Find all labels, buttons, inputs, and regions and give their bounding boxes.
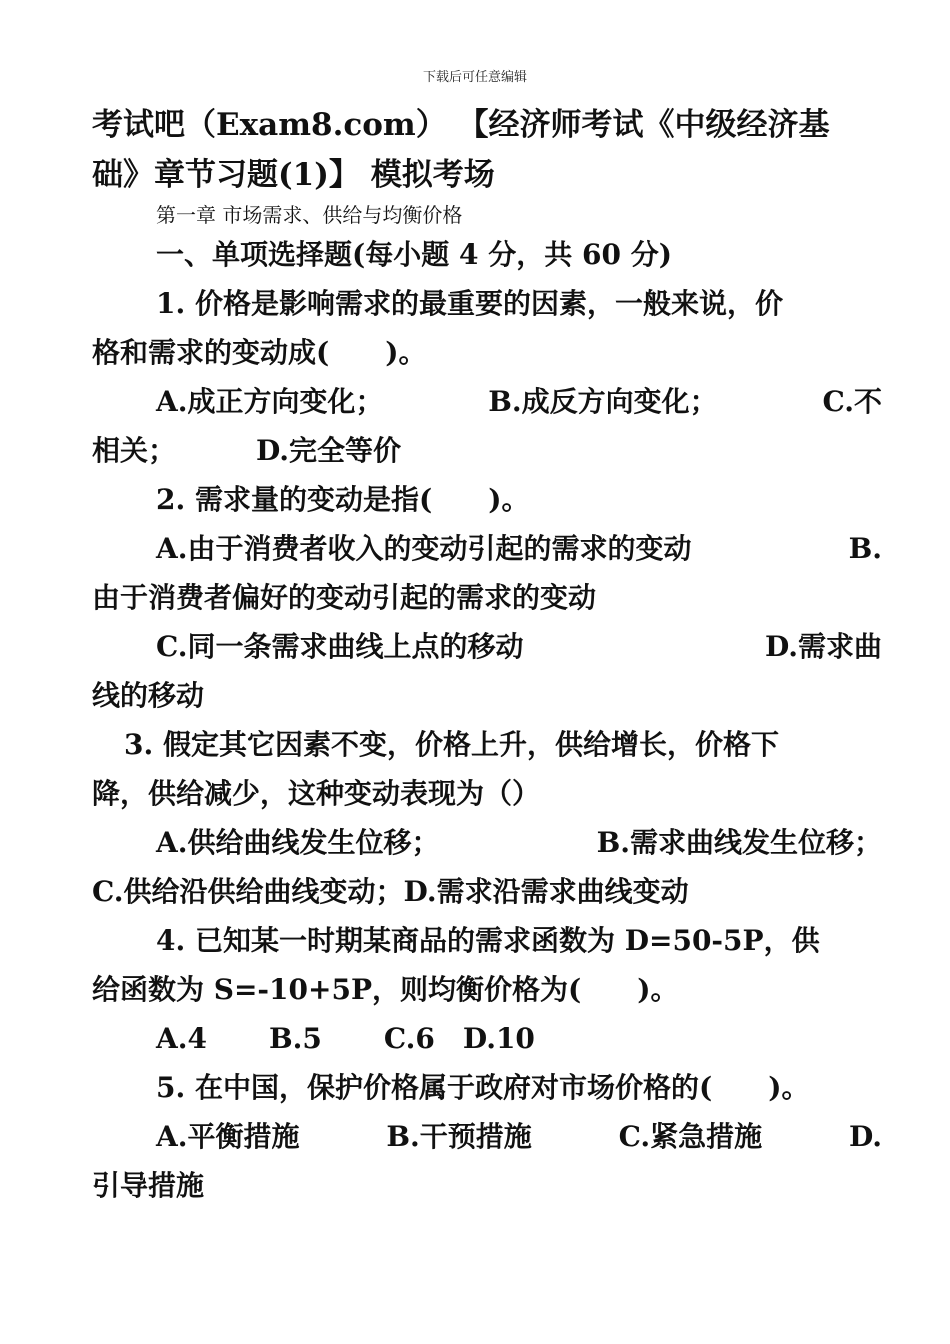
q1-option-b: B.成反方向变化； — [488, 385, 718, 418]
q1-options-row — [92, 377, 882, 426]
q5-option-b: B.干预措施 — [386, 1120, 532, 1153]
q4-option-a: A.4 — [156, 1022, 207, 1055]
q4-stem-line-1: 4. 已知某一时期某商品的需求函数为 D=50-5P，供 — [156, 924, 820, 957]
q4-options-row — [92, 1014, 882, 1063]
q4-option-b: B.5 — [268, 1022, 322, 1055]
chapter-heading: 第一章 市场需求、供给与均衡价格 — [156, 203, 463, 227]
q5-option-d: D. — [848, 1120, 882, 1153]
q3-option-a: A.供给曲线发生位移； — [156, 826, 440, 859]
q3-stem-line-2: 降，供给减少，这种变动表现为（） — [92, 777, 541, 810]
q1-option-c-cont: 相关； — [92, 434, 177, 467]
q2-option-b: B. — [848, 532, 882, 565]
q5-stem: 5. 在中国，保护价格属于政府对市场价格的( )。 — [156, 1071, 810, 1104]
doc-title-line-2: 础》章节习题(1)】 模拟考场 — [92, 157, 495, 193]
doc-title-line-1: 考试吧（Exam8.com） 【经济师考试《中级经济基 — [92, 107, 830, 143]
q5-option-a: A.平衡措施 — [156, 1120, 300, 1153]
q5-option-d-cont: 引导措施 — [92, 1169, 205, 1202]
q4-option-c: C.6 — [383, 1022, 435, 1055]
q3-options-row-1 — [92, 818, 882, 867]
q5-option-c: C.紧急措施 — [618, 1120, 763, 1153]
q4-stem-line-2: 给函数为 S=-10+5P，则均衡价格为( )。 — [92, 973, 679, 1006]
section-heading: 一、单项选择题(每小题 4 分，共 60 分) — [156, 238, 672, 271]
document-body — [92, 100, 882, 1210]
q2-options-row-1 — [92, 524, 882, 573]
q2-option-c: C.同一条需求曲线上点的移动 — [156, 630, 524, 663]
q1-option-d: D.完全等价 — [256, 434, 402, 467]
q1-option-c: C.不 — [822, 385, 882, 418]
q2-option-b-cont: 由于消费者偏好的变动引起的需求的变动 — [92, 581, 597, 614]
q3-stem-line-1: 3. 假定其它因素不变，价格上升，供给增长，价格下 — [124, 728, 779, 761]
q1-options-row-2 — [92, 426, 882, 475]
q3-options-cd: C.供给沿供给曲线变动；D.需求沿需求曲线变动 — [92, 875, 689, 908]
q2-options-row-2 — [92, 622, 882, 671]
q2-stem: 2. 需求量的变动是指( )。 — [156, 483, 530, 516]
q2-option-d: D.需求曲 — [764, 630, 882, 663]
q2-option-d-cont: 线的移动 — [92, 679, 205, 712]
q1-stem-line-1: 1. 价格是影响需求的最重要的因素，一般来说，价 — [156, 287, 783, 320]
q1-option-a: A.成正方向变化； — [156, 385, 384, 418]
q5-options-row — [92, 1112, 882, 1161]
header-note: 下载后可任意编辑 — [422, 70, 527, 85]
q4-option-d: D.10 — [462, 1022, 535, 1055]
q3-option-b: B.需求曲线发生位移； — [596, 826, 882, 859]
q1-stem-line-2: 格和需求的变动成( )。 — [92, 336, 427, 369]
q2-option-a: A.由于消费者收入的变动引起的需求的变动 — [156, 532, 692, 565]
